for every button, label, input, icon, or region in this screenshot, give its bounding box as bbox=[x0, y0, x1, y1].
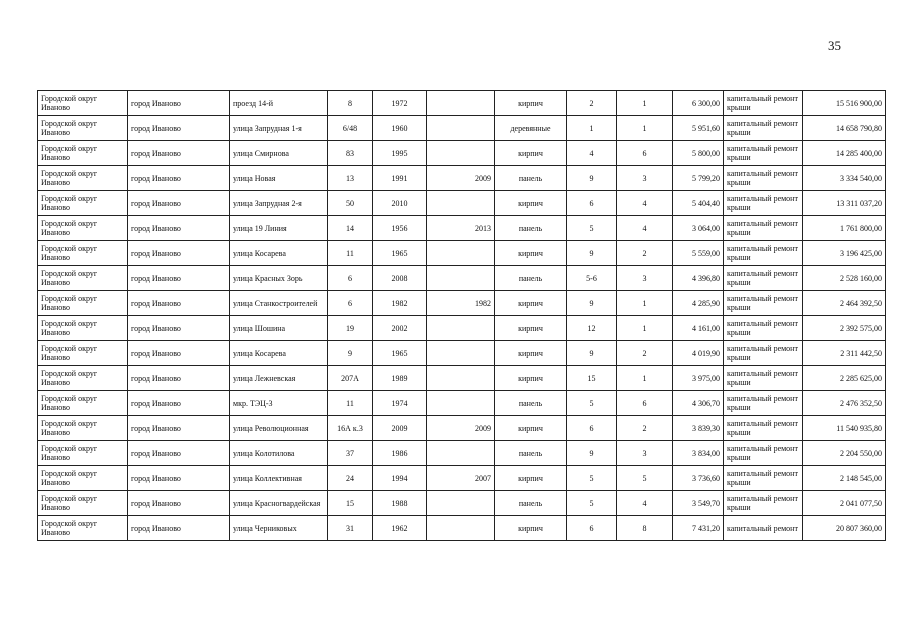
cell-year-repair bbox=[427, 316, 495, 341]
cell-okrug: Городской округ Иваново bbox=[38, 241, 128, 266]
cell-street: улица Революционная bbox=[230, 416, 328, 441]
cell-material: панель bbox=[495, 266, 567, 291]
cell-work-type: капитальный ремонт крыши bbox=[724, 491, 803, 516]
cell-floors: 5 bbox=[567, 391, 617, 416]
cell-year-built: 2002 bbox=[373, 316, 427, 341]
cell-work-type: капитальный ремонт крыши bbox=[724, 341, 803, 366]
table-row bbox=[38, 191, 886, 216]
cell-material: кирпич bbox=[495, 341, 567, 366]
cell-city: город Иваново bbox=[128, 91, 230, 116]
cell-entrances: 3 bbox=[617, 166, 673, 191]
cell-year-repair bbox=[427, 266, 495, 291]
cell-okrug: Городской округ Иваново bbox=[38, 191, 128, 216]
cell-city: город Иваново bbox=[128, 241, 230, 266]
cell-cost: 3 196 425,00 bbox=[803, 241, 886, 266]
cell-okrug: Городской округ Иваново bbox=[38, 166, 128, 191]
cell-year-repair bbox=[427, 366, 495, 391]
cell-cost: 20 807 360,00 bbox=[803, 516, 886, 541]
cell-year-built: 1989 bbox=[373, 366, 427, 391]
registry-table bbox=[37, 90, 886, 541]
cell-okrug: Городской округ Иваново bbox=[38, 291, 128, 316]
cell-city: город Иваново bbox=[128, 216, 230, 241]
cell-okrug: Городской округ Иваново bbox=[38, 391, 128, 416]
cell-okrug: Городской округ Иваново bbox=[38, 216, 128, 241]
registry-body bbox=[38, 91, 886, 541]
cell-city: город Иваново bbox=[128, 291, 230, 316]
cell-floors: 15 bbox=[567, 366, 617, 391]
cell-cost: 1 761 800,00 bbox=[803, 216, 886, 241]
cell-street: улица Колотилова bbox=[230, 441, 328, 466]
cell-entrances: 2 bbox=[617, 241, 673, 266]
cell-cost: 2 311 442,50 bbox=[803, 341, 886, 366]
cell-street: улица Шошина bbox=[230, 316, 328, 341]
table-row bbox=[38, 141, 886, 166]
cell-year-built: 1991 bbox=[373, 166, 427, 191]
cell-area: 3 064,00 bbox=[673, 216, 724, 241]
cell-cost: 11 540 935,80 bbox=[803, 416, 886, 441]
cell-area: 3 736,60 bbox=[673, 466, 724, 491]
cell-material: кирпич bbox=[495, 316, 567, 341]
cell-house: 50 bbox=[328, 191, 373, 216]
cell-entrances: 3 bbox=[617, 441, 673, 466]
cell-okrug: Городской округ Иваново bbox=[38, 116, 128, 141]
cell-work-type: капитальный ремонт крыши bbox=[724, 166, 803, 191]
cell-year-repair: 1982 bbox=[427, 291, 495, 316]
cell-okrug: Городской округ Иваново bbox=[38, 91, 128, 116]
cell-street: улица Лежневская bbox=[230, 366, 328, 391]
cell-entrances: 6 bbox=[617, 141, 673, 166]
cell-floors: 5 bbox=[567, 491, 617, 516]
cell-floors: 6 bbox=[567, 191, 617, 216]
cell-okrug: Городской округ Иваново bbox=[38, 441, 128, 466]
cell-work-type: капитальный ремонт крыши bbox=[724, 416, 803, 441]
cell-okrug: Городской округ Иваново bbox=[38, 516, 128, 541]
cell-cost: 2 041 077,50 bbox=[803, 491, 886, 516]
cell-okrug: Городской округ Иваново bbox=[38, 266, 128, 291]
cell-street: улица Запрудная 2-я bbox=[230, 191, 328, 216]
cell-work-type: капитальный ремонт крыши bbox=[724, 291, 803, 316]
cell-entrances: 1 bbox=[617, 116, 673, 141]
cell-material: кирпич bbox=[495, 91, 567, 116]
cell-year-repair bbox=[427, 491, 495, 516]
cell-city: город Иваново bbox=[128, 441, 230, 466]
cell-city: город Иваново bbox=[128, 341, 230, 366]
cell-street: улица Смирнова bbox=[230, 141, 328, 166]
cell-entrances: 2 bbox=[617, 416, 673, 441]
cell-year-built: 1995 bbox=[373, 141, 427, 166]
cell-area: 3 975,00 bbox=[673, 366, 724, 391]
cell-year-repair bbox=[427, 141, 495, 166]
cell-year-repair bbox=[427, 241, 495, 266]
cell-city: город Иваново bbox=[128, 491, 230, 516]
cell-year-repair bbox=[427, 391, 495, 416]
cell-work-type: капитальный ремонт крыши bbox=[724, 266, 803, 291]
table-row bbox=[38, 416, 886, 441]
cell-area: 5 559,00 bbox=[673, 241, 724, 266]
table-row bbox=[38, 491, 886, 516]
cell-cost: 2 148 545,00 bbox=[803, 466, 886, 491]
cell-street: улица 19 Линия bbox=[230, 216, 328, 241]
cell-entrances: 4 bbox=[617, 191, 673, 216]
cell-area: 5 799,20 bbox=[673, 166, 724, 191]
cell-year-repair bbox=[427, 341, 495, 366]
cell-material: кирпич bbox=[495, 516, 567, 541]
cell-entrances: 8 bbox=[617, 516, 673, 541]
cell-year-repair: 2013 bbox=[427, 216, 495, 241]
cell-floors: 9 bbox=[567, 341, 617, 366]
cell-floors: 9 bbox=[567, 241, 617, 266]
cell-city: город Иваново bbox=[128, 366, 230, 391]
cell-entrances: 4 bbox=[617, 491, 673, 516]
cell-year-built: 1956 bbox=[373, 216, 427, 241]
cell-work-type: капитальный ремонт крыши bbox=[724, 91, 803, 116]
cell-year-built: 2009 bbox=[373, 416, 427, 441]
cell-area: 5 800,00 bbox=[673, 141, 724, 166]
table-row bbox=[38, 166, 886, 191]
cell-floors: 9 bbox=[567, 166, 617, 191]
cell-entrances: 1 bbox=[617, 366, 673, 391]
cell-house: 9 bbox=[328, 341, 373, 366]
cell-year-built: 1994 bbox=[373, 466, 427, 491]
cell-material: кирпич bbox=[495, 241, 567, 266]
cell-work-type: капитальный ремонт крыши bbox=[724, 216, 803, 241]
cell-floors: 1 bbox=[567, 116, 617, 141]
cell-year-built: 1965 bbox=[373, 241, 427, 266]
cell-city: город Иваново bbox=[128, 141, 230, 166]
table-row bbox=[38, 241, 886, 266]
cell-street: улица Красных Зорь bbox=[230, 266, 328, 291]
cell-street: улица Запрудная 1-я bbox=[230, 116, 328, 141]
table-row bbox=[38, 91, 886, 116]
table-row bbox=[38, 441, 886, 466]
cell-floors: 6 bbox=[567, 516, 617, 541]
cell-house: 6 bbox=[328, 291, 373, 316]
table-row bbox=[38, 116, 886, 141]
cell-material: кирпич bbox=[495, 291, 567, 316]
cell-street: проезд 14-й bbox=[230, 91, 328, 116]
cell-cost: 2 285 625,00 bbox=[803, 366, 886, 391]
cell-house: 14 bbox=[328, 216, 373, 241]
cell-material: деревянные bbox=[495, 116, 567, 141]
table-row bbox=[38, 366, 886, 391]
cell-year-built: 2010 bbox=[373, 191, 427, 216]
cell-material: кирпич bbox=[495, 416, 567, 441]
cell-street: улица Косарева bbox=[230, 241, 328, 266]
cell-year-repair bbox=[427, 516, 495, 541]
cell-area: 5 404,40 bbox=[673, 191, 724, 216]
cell-material: кирпич bbox=[495, 366, 567, 391]
cell-year-built: 1988 bbox=[373, 491, 427, 516]
cell-year-repair bbox=[427, 116, 495, 141]
cell-house: 6 bbox=[328, 266, 373, 291]
cell-year-built: 1986 bbox=[373, 441, 427, 466]
cell-year-repair bbox=[427, 191, 495, 216]
cell-floors: 9 bbox=[567, 291, 617, 316]
table-row bbox=[38, 341, 886, 366]
cell-year-built: 1972 bbox=[373, 91, 427, 116]
cell-city: город Иваново bbox=[128, 466, 230, 491]
cell-house: 11 bbox=[328, 241, 373, 266]
table-row bbox=[38, 391, 886, 416]
cell-okrug: Городской округ Иваново bbox=[38, 466, 128, 491]
cell-year-repair: 2007 bbox=[427, 466, 495, 491]
cell-work-type: капитальный ремонт крыши bbox=[724, 391, 803, 416]
cell-cost: 2 392 575,00 bbox=[803, 316, 886, 341]
cell-area: 5 951,60 bbox=[673, 116, 724, 141]
cell-city: город Иваново bbox=[128, 391, 230, 416]
page-number: 35 bbox=[828, 38, 841, 53]
cell-year-built: 1965 bbox=[373, 341, 427, 366]
cell-work-type: капитальный ремонт крыши bbox=[724, 316, 803, 341]
cell-area: 3 549,70 bbox=[673, 491, 724, 516]
cell-work-type: капитальный ремонт крыши bbox=[724, 241, 803, 266]
cell-area: 7 431,20 bbox=[673, 516, 724, 541]
cell-entrances: 6 bbox=[617, 391, 673, 416]
cell-house: 8 bbox=[328, 91, 373, 116]
cell-house: 31 bbox=[328, 516, 373, 541]
cell-cost: 14 285 400,00 bbox=[803, 141, 886, 166]
cell-entrances: 2 bbox=[617, 341, 673, 366]
cell-house: 6/48 bbox=[328, 116, 373, 141]
cell-work-type: капитальный ремонт bbox=[724, 516, 803, 541]
table-row bbox=[38, 466, 886, 491]
cell-year-built: 1962 bbox=[373, 516, 427, 541]
cell-city: город Иваново bbox=[128, 516, 230, 541]
cell-year-repair: 2009 bbox=[427, 166, 495, 191]
cell-area: 4 019,90 bbox=[673, 341, 724, 366]
cell-okrug: Городской округ Иваново bbox=[38, 341, 128, 366]
cell-floors: 6 bbox=[567, 416, 617, 441]
cell-area: 3 834,00 bbox=[673, 441, 724, 466]
cell-city: город Иваново bbox=[128, 191, 230, 216]
cell-house: 19 bbox=[328, 316, 373, 341]
cell-house: 13 bbox=[328, 166, 373, 191]
table-row bbox=[38, 266, 886, 291]
cell-city: город Иваново bbox=[128, 416, 230, 441]
cell-house: 15 bbox=[328, 491, 373, 516]
cell-work-type: капитальный ремонт крыши bbox=[724, 366, 803, 391]
cell-house: 207А bbox=[328, 366, 373, 391]
table-row bbox=[38, 316, 886, 341]
cell-cost: 2 476 352,50 bbox=[803, 391, 886, 416]
cell-entrances: 1 bbox=[617, 316, 673, 341]
table-row bbox=[38, 291, 886, 316]
cell-street: улица Станкостроителей bbox=[230, 291, 328, 316]
cell-work-type: капитальный ремонт крыши bbox=[724, 116, 803, 141]
cell-house: 83 bbox=[328, 141, 373, 166]
cell-material: панель bbox=[495, 441, 567, 466]
cell-floors: 4 bbox=[567, 141, 617, 166]
cell-okrug: Городской округ Иваново bbox=[38, 316, 128, 341]
cell-okrug: Городской округ Иваново bbox=[38, 366, 128, 391]
cell-area: 4 285,90 bbox=[673, 291, 724, 316]
cell-entrances: 3 bbox=[617, 266, 673, 291]
cell-area: 6 300,00 bbox=[673, 91, 724, 116]
cell-cost: 15 516 900,00 bbox=[803, 91, 886, 116]
cell-floors: 12 bbox=[567, 316, 617, 341]
table-row bbox=[38, 216, 886, 241]
cell-material: панель bbox=[495, 391, 567, 416]
cell-entrances: 4 bbox=[617, 216, 673, 241]
cell-floors: 9 bbox=[567, 441, 617, 466]
cell-year-repair bbox=[427, 91, 495, 116]
cell-floors: 5 bbox=[567, 216, 617, 241]
cell-material: панель bbox=[495, 216, 567, 241]
cell-floors: 2 bbox=[567, 91, 617, 116]
cell-cost: 2 528 160,00 bbox=[803, 266, 886, 291]
cell-work-type: капитальный ремонт крыши bbox=[724, 466, 803, 491]
cell-area: 4 306,70 bbox=[673, 391, 724, 416]
cell-area: 4 396,80 bbox=[673, 266, 724, 291]
cell-material: панель bbox=[495, 166, 567, 191]
cell-work-type: капитальный ремонт крыши bbox=[724, 441, 803, 466]
cell-street: улица Косарева bbox=[230, 341, 328, 366]
cell-street: улица Коллективная bbox=[230, 466, 328, 491]
cell-city: город Иваново bbox=[128, 316, 230, 341]
cell-material: кирпич bbox=[495, 191, 567, 216]
cell-street: улица Красногвардейская bbox=[230, 491, 328, 516]
cell-work-type: капитальный ремонт крыши bbox=[724, 141, 803, 166]
cell-city: город Иваново bbox=[128, 266, 230, 291]
cell-house: 24 bbox=[328, 466, 373, 491]
cell-entrances: 1 bbox=[617, 291, 673, 316]
cell-year-built: 1960 bbox=[373, 116, 427, 141]
cell-cost: 2 204 550,00 bbox=[803, 441, 886, 466]
cell-house: 16А к.3 bbox=[328, 416, 373, 441]
table-row bbox=[38, 516, 886, 541]
cell-cost: 13 311 037,20 bbox=[803, 191, 886, 216]
cell-year-repair: 2009 bbox=[427, 416, 495, 441]
cell-cost: 14 658 790,80 bbox=[803, 116, 886, 141]
cell-entrances: 5 bbox=[617, 466, 673, 491]
cell-city: город Иваново bbox=[128, 166, 230, 191]
cell-street: улица Черниковых bbox=[230, 516, 328, 541]
cell-year-built: 1974 bbox=[373, 391, 427, 416]
cell-okrug: Городской округ Иваново bbox=[38, 491, 128, 516]
cell-cost: 3 334 540,00 bbox=[803, 166, 886, 191]
cell-work-type: капитальный ремонт крыши bbox=[724, 191, 803, 216]
cell-material: кирпич bbox=[495, 466, 567, 491]
cell-material: панель bbox=[495, 491, 567, 516]
cell-entrances: 1 bbox=[617, 91, 673, 116]
cell-area: 4 161,00 bbox=[673, 316, 724, 341]
cell-year-repair bbox=[427, 441, 495, 466]
cell-cost: 2 464 392,50 bbox=[803, 291, 886, 316]
cell-floors: 5-6 bbox=[567, 266, 617, 291]
cell-area: 3 839,30 bbox=[673, 416, 724, 441]
cell-house: 11 bbox=[328, 391, 373, 416]
cell-year-built: 2008 bbox=[373, 266, 427, 291]
cell-year-built: 1982 bbox=[373, 291, 427, 316]
cell-okrug: Городской округ Иваново bbox=[38, 141, 128, 166]
cell-street: мкр. ТЭЦ-3 bbox=[230, 391, 328, 416]
cell-material: кирпич bbox=[495, 141, 567, 166]
cell-floors: 5 bbox=[567, 466, 617, 491]
cell-okrug: Городской округ Иваново bbox=[38, 416, 128, 441]
cell-city: город Иваново bbox=[128, 116, 230, 141]
cell-street: улица Новая bbox=[230, 166, 328, 191]
cell-house: 37 bbox=[328, 441, 373, 466]
